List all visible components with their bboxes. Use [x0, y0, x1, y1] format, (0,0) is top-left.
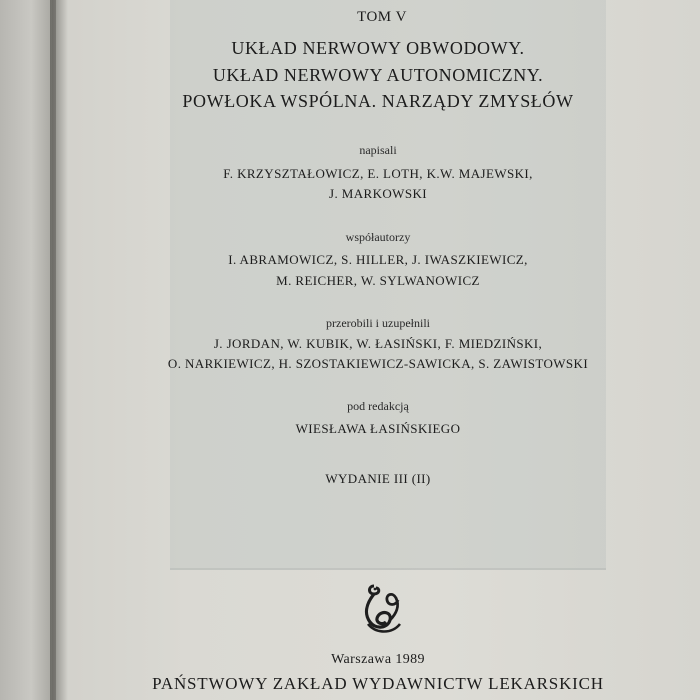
publisher-name: PAŃSTWOWY ZAKŁAD WYDAWNICTW LEKARSKICH	[152, 674, 604, 693]
title-line-2: UKŁAD NERWOWY AUTONOMICZNY.	[212, 65, 544, 85]
title-line-1: UKŁAD NERWOWY OBWODOWY.	[231, 38, 525, 58]
title-line-3: POWŁOKA WSPÓLNA. NARZĄDY ZMYSŁÓW	[182, 91, 574, 111]
authors-line-2: J. MARKOWSKI	[329, 186, 427, 201]
coauthors-line-2: M. REICHER, W. SYLWANOWICZ	[276, 273, 480, 288]
serpent-publisher-logo-icon	[360, 580, 406, 636]
revisers-label: przerobili i uzupełnili	[326, 316, 430, 330]
editor-name: WIESŁAWA ŁASIŃSKIEGO	[295, 421, 461, 436]
edition: WYDANIE III (II)	[325, 471, 431, 486]
revisers-line-2: O. NARKIEWICZ, H. SZOSTAKIEWICZ-SAWICKA, S. ZAWISTOWSKI	[167, 356, 589, 371]
authors-line-1: F. KRZYSZTAŁOWICZ, E. LOTH, K.W. MAJEWSKI,	[223, 166, 533, 181]
editor-label: pod redakcją	[347, 399, 409, 413]
authors-label: napisali	[359, 143, 397, 157]
title-page-content	[56, 0, 700, 700]
facing-page-edge	[0, 0, 52, 700]
coauthors-line-1: I. ABRAMOWICZ, S. HILLER, J. IWASZKIEWICZ,	[228, 252, 528, 267]
volume-number: TOM V	[357, 9, 407, 25]
revisers-line-1: J. JORDAN, W. KUBIK, W. ŁASIŃSKI, F. MIEDZIŃSKI,	[213, 336, 543, 351]
coauthors-label: współautorzy	[345, 230, 411, 244]
place-year: Warszawa 1989	[331, 652, 425, 667]
